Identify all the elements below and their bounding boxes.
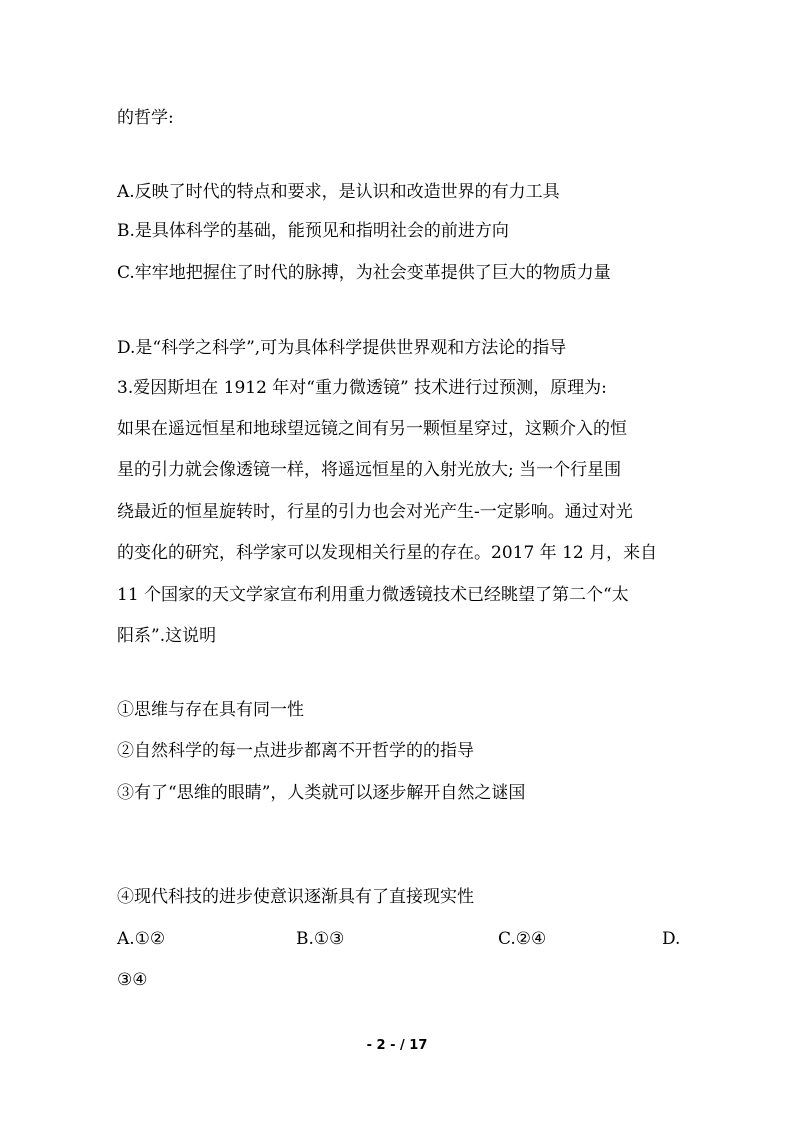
question-3-stem-line: 如果在遥远恒星和地球望远镜之间有另一颗恒星穿过，这颗介入的恒	[117, 419, 627, 439]
choice-d-label: D.	[662, 929, 681, 949]
option-c: C.牢牢地把握住了时代的脉搏，为社会变革提供了巨大的物质力量	[117, 263, 611, 283]
option-b: B.是具体科学的基础，能预见和指明社会的前进方向	[117, 221, 509, 241]
choice-c: C.②④	[498, 929, 547, 949]
question-3-stem-line: 绕最近的恒星旋转时，行星的引力也会对光产生-一定影响。通过对光	[117, 502, 633, 522]
question-3-stem-line: 星的引力就会像透镜一样，将遥远恒星的入射光放大; 当一个行星围	[117, 460, 622, 480]
page-number: - 2 - / 17	[366, 1038, 428, 1053]
statement-3: ③有了“思维的眼睛”，人类就可以逐步解开自然之谜国	[117, 783, 526, 803]
choice-a: A.①②	[117, 929, 166, 949]
question-stem-end: 的哲学:	[117, 108, 174, 128]
choice-d-value: ③④	[117, 970, 148, 990]
statement-1: ①思维与存在具有同一性	[117, 700, 304, 720]
question-3-stem-line: 3.爱因斯坦在 1912 年对“重力微透镜” 技术进行过预测，原理为:	[117, 378, 607, 398]
question-3-stem-line: 阳系”.这说明	[117, 626, 217, 646]
statement-2: ②自然科学的每一点进步都离不开哲学的的指导	[117, 741, 474, 761]
question-3-stem-line: 的变化的研究，科学家可以发现相关行星的存在。2017 年 12 月，来自	[117, 543, 658, 563]
choice-b: B.①③	[296, 929, 345, 949]
statement-4: ④现代科技的进步使意识逐渐具有了直接现实性	[117, 887, 474, 907]
option-a: A.反映了时代的特点和要求，是认识和改造世界的有力工具	[117, 182, 560, 202]
option-d: D.是“科学之科学”,可为具体科学提供世界观和方法论的指导	[117, 338, 567, 358]
question-3-stem-line: 11 个国家的天文学家宣布利用重力微透镜技术已经眺望了第二个“太	[117, 585, 629, 605]
